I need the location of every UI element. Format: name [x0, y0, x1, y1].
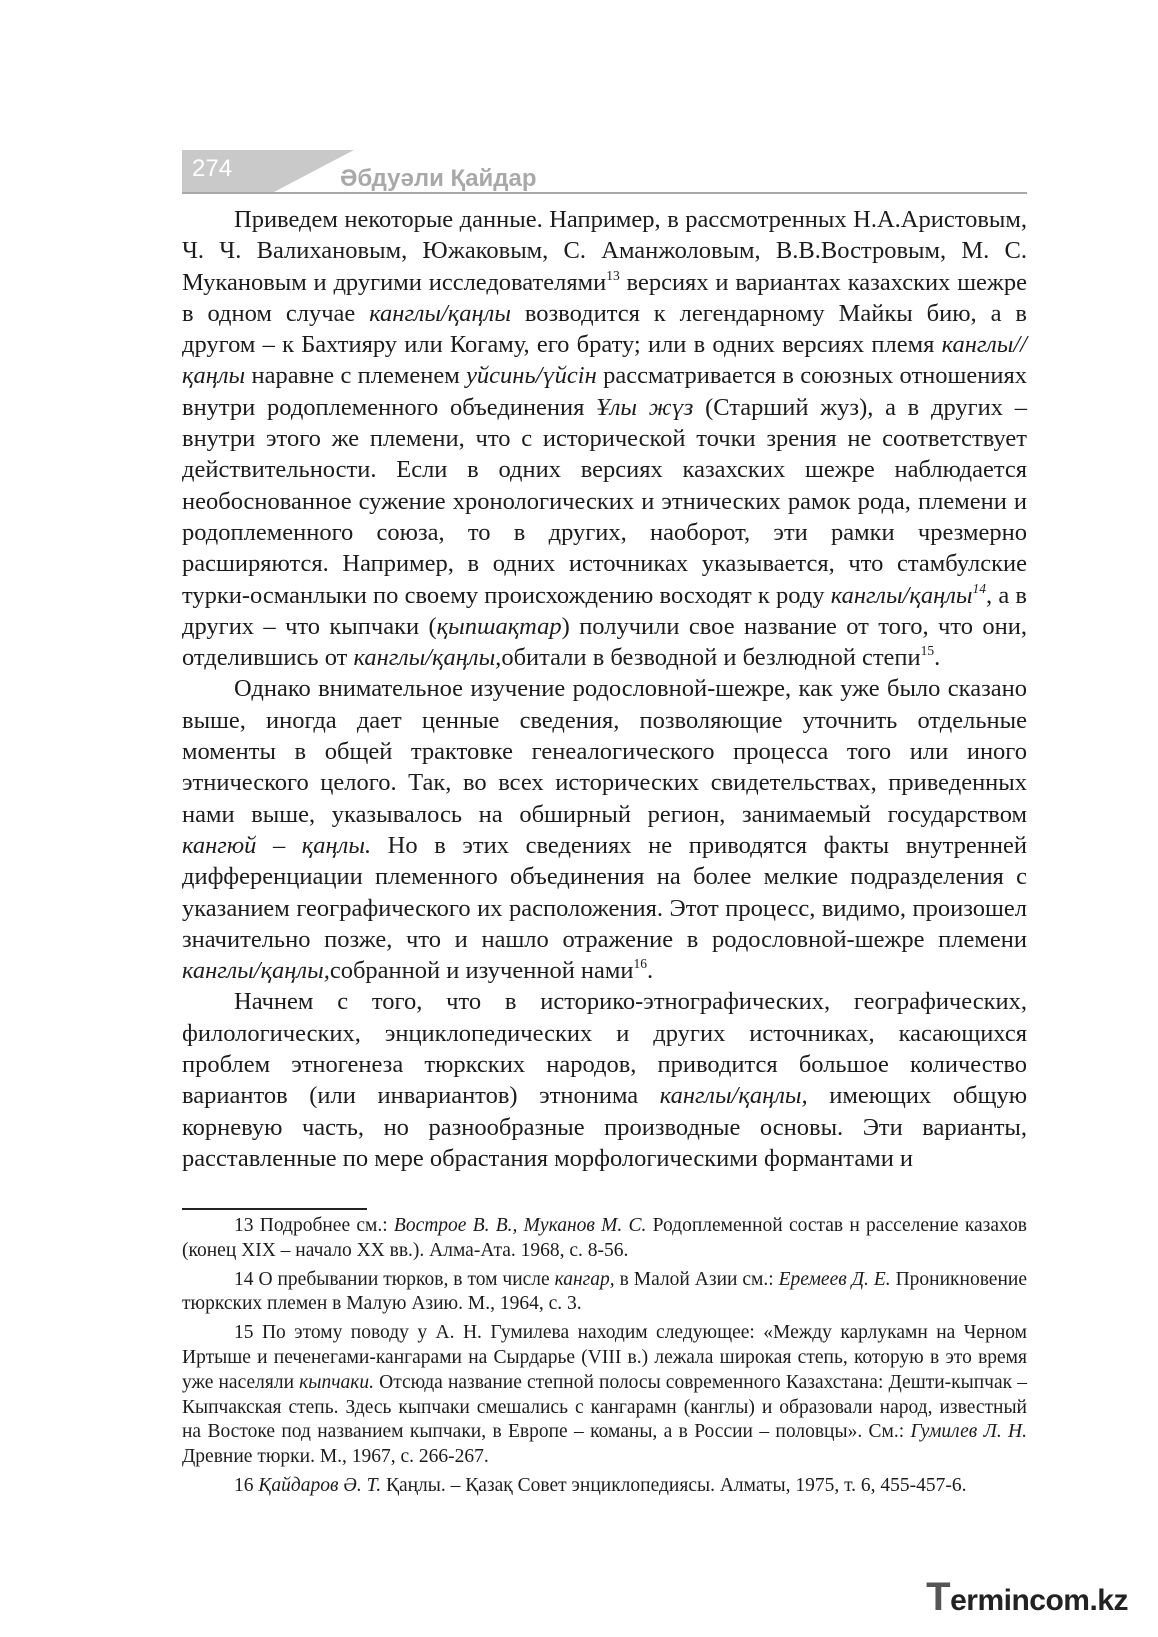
footnote-15: [182, 1321, 1027, 1470]
italic-term: кыпчаки.: [299, 1371, 375, 1393]
footnote-ref: 16: [633, 956, 648, 972]
text-run: в Малой Азии см.:: [614, 1268, 779, 1290]
text-run: Приведем некоторые данные. Например, в рассмотренных Н.А.Аристовым, Ч. Ч. Валихановым, Южаковым, С. Аманжоловым, В.В.Востровым, М. С. Мукановым и другими исследователями: [182, 206, 1027, 296]
italic-term: Қайдаров Ә. Т.: [258, 1474, 382, 1496]
text-run: Родоплеменной состав н расселение казахов (конец XIX – начало XX вв.). Алма-Ата. 1968, с. 8-56.: [182, 1215, 1027, 1261]
text-run: 14 О пребывании тюрков, в том числе: [234, 1268, 555, 1290]
text-run: Но в этих сведениях не приводятся факты внутренней дифференциации племенного объединения на более мелкие подразделения с указанием географического их расположения. Этот процесс, видимо, произошел значительно позже, что и нашло отражение в родословной-шежре племени: [182, 831, 1028, 953]
header-rule: [182, 192, 1027, 194]
italic-term: канглы/қаңлы,: [182, 957, 330, 985]
page-number: 274: [192, 155, 233, 182]
text-run: Қаңлы. – Қазақ Совет энциклопедиясы. Алматы, 1975, т. 6, 455-457-6.: [381, 1474, 967, 1496]
footnote-ref: 14: [972, 580, 986, 596]
running-header: [182, 150, 1027, 196]
footnote-14: [182, 1268, 1027, 1318]
text-run: Древние тюрки. М., 1967, с. 266-267.: [182, 1446, 489, 1468]
italic-term: уйсинь/үйсін: [466, 362, 597, 390]
text-run: , а в других – что кыпчаки (: [182, 581, 1027, 640]
text-run: Начнем с того, что в историко-этнографических, географических, филологических, энциклопедических и других источниках, касающихся проблем этногенеза тюркских народов, приводится большое количество вариантов (или инвариантов) этнонима: [182, 988, 1027, 1110]
italic-term: Востроe В. В., Муканов М. С.: [393, 1215, 647, 1236]
text-run: Проникновение тюркских племен в Малую Азию. М., 1964, с. 3.: [182, 1268, 1027, 1315]
text-run: .: [934, 644, 941, 672]
paragraph-2: [182, 673, 1027, 986]
italic-term: канглы/қаңлы: [830, 581, 973, 609]
paragraph-3: [182, 986, 1027, 1174]
italic-term: кангар,: [554, 1268, 615, 1290]
italic-term: Ұлы жүз: [596, 393, 694, 421]
text-run: 13 Подробнее см.:: [234, 1215, 394, 1236]
italic-term: кангюй – қаңлы.: [182, 831, 372, 859]
italic-term: Еремеев Д. Е.: [778, 1268, 891, 1290]
italic-term: Гумилев Л. Н.: [910, 1421, 1028, 1443]
text-run: рассматривается в союзных отношениях внутри родоплеменного объединения: [182, 362, 1027, 421]
termincom-logo: [926, 1575, 1128, 1620]
paragraph-1: [182, 204, 1027, 673]
text-run: имеющих общую корневую часть, но разнообразные производные основы. Эти варианты, расставленные по мере обрастания морфологическими формантами и: [182, 1082, 1027, 1172]
text-run: Отсюда название степной полосы современного Казахстана: Дешти-кыпчак – Кыпчакская степь. Здесь кыпчаки смешались с кангарамн (канглы) и образовали народ, известный на Востоке под названием кыпчаки, в Европе – команы, а в России – половцы». См.:: [182, 1371, 1027, 1443]
italic-term: қыпшақтар: [436, 612, 562, 640]
text-run: 16: [234, 1474, 259, 1496]
logo-mark: T: [926, 1575, 951, 1619]
footnote-16: [182, 1474, 1027, 1499]
header-author: Әбдуәли Қайдар: [340, 165, 537, 192]
footnotes: [182, 1214, 1027, 1503]
italic-term: канглы/қаңлы,: [659, 1082, 808, 1110]
footnote-13: [182, 1214, 1027, 1264]
footnote-separator: [182, 1208, 367, 1210]
text-run: 15 По этому поводу у А. Н. Гумилева находим следующее: «Между карлукамн на Черном Иртыше и печенегами-кангарами на Сырдарье (VIII в.) лежала широкая степь, которую в это время уже населяли: [182, 1322, 1027, 1393]
text-run: ) получили свое название от того, что они, отделившись от: [182, 612, 1027, 672]
text-run: обитали в безводной и безлюдной степи: [501, 644, 921, 672]
footnote-ref: 15: [920, 643, 935, 659]
italic-term: канглы//қаңлы: [182, 331, 1027, 390]
body-text: [182, 204, 1027, 1174]
text-run: версиях и вариантах казахских шежре в одном случае: [182, 268, 1027, 327]
text-run: .: [647, 957, 654, 985]
text-run: возводится к легендарному Майкы бию, а в другом – к Бахтияру или Когаму, его брату; или в одних версиях племя: [182, 299, 1027, 359]
text-run: наравне с племенем: [245, 362, 467, 390]
text-run: (Старший жуз), а в других – внутри этого же племени, что с исторической точки зрения не соответствует действительности. Если в одних версиях казахских шежре наблюдается необоснованное сужение хронологических и этнических рамок рода, племени и родоплеменного союза, то в других, наоборот, эти рамки чрезмерно расширяются. Например, в одних источниках указывается, что стамбулские турки-османлыки по своему происхождению восходят к роду: [182, 393, 1028, 609]
italic-term: канглы/қаңлы: [369, 299, 511, 327]
footnote-ref: 13: [606, 267, 620, 283]
text-run: Однако внимательное изучение родословной-шежре, как уже было сказано выше, иногда дает ценные сведения, позволяющие уточнить отдельные моменты в общей трактовке генеалогического процесса того или иного этнического целого. Так, во всех исторических свидетельствах, приведенных нами выше, указывалось на обширный регион, занимаемый государством: [182, 675, 1027, 828]
logo-text: ermincom.kz: [950, 1584, 1128, 1617]
text-run: собранной и изученной нами: [329, 957, 634, 985]
italic-term: канглы/қаңлы,: [353, 644, 502, 672]
